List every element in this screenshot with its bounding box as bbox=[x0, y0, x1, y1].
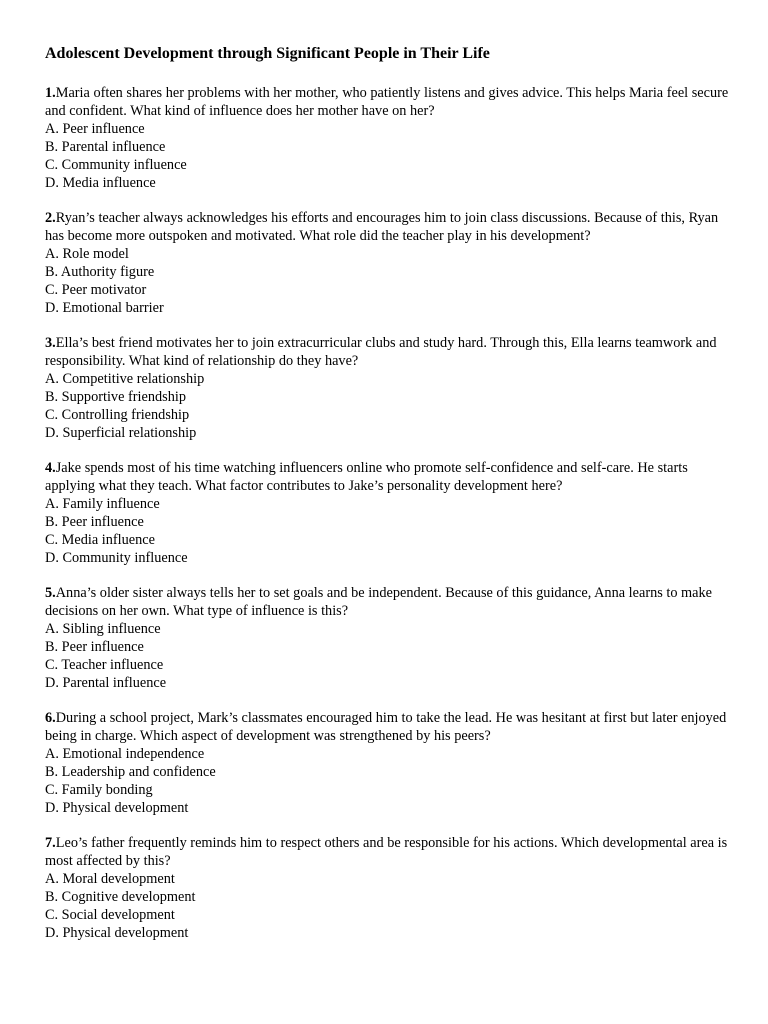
question-body: Jake spends most of his time watching influencers online who promote self-confidence and self-care. He starts applying what they teach. What factor contributes to Jake’s personality development here? bbox=[45, 460, 688, 494]
option-d: D. Superficial relationship bbox=[45, 425, 197, 441]
option-a: A. Peer influence bbox=[45, 121, 145, 137]
option-c: C. Teacher influence bbox=[45, 657, 164, 673]
question-body: Leo’s father frequently reminds him to respect others and be responsible for his actions. Which developmental area is most affected by this? bbox=[45, 835, 728, 869]
question-2 bbox=[45, 209, 730, 317]
option-b: B. Parental influence bbox=[45, 139, 166, 155]
question-text bbox=[45, 584, 730, 620]
question-7 bbox=[45, 834, 730, 942]
option-d: D. Community influence bbox=[45, 550, 188, 566]
option-d: D. Physical development bbox=[45, 925, 189, 941]
question-3 bbox=[45, 334, 730, 442]
option-b: B. Peer influence bbox=[45, 639, 144, 655]
option-c: C. Family bonding bbox=[45, 782, 153, 798]
option-a: A. Emotional independence bbox=[45, 746, 205, 762]
document-page bbox=[45, 44, 730, 959]
question-body: Anna’s older sister always tells her to set goals and be independent. Because of this guidance, Anna learns to make decisions on her own. What type of influence is this? bbox=[45, 585, 713, 619]
option-c: C. Peer motivator bbox=[45, 282, 147, 298]
question-body: Maria often shares her problems with her mother, who patiently listens and gives advice. This helps Maria feel secure and confident. What kind of influence does her mother have on her? bbox=[45, 85, 729, 119]
option-a: A. Family influence bbox=[45, 496, 160, 512]
question-text bbox=[45, 834, 730, 870]
option-d: D. Physical development bbox=[45, 800, 189, 816]
question-text bbox=[45, 459, 730, 495]
question-number: 4. bbox=[45, 460, 56, 476]
question-body: Ella’s best friend motivates her to join extracurricular clubs and study hard. Through this, Ella learns teamwork and responsibility. What kind of relationship do they have? bbox=[45, 335, 717, 369]
option-c: C. Media influence bbox=[45, 532, 155, 548]
question-number: 3. bbox=[45, 335, 56, 351]
option-a: A. Moral development bbox=[45, 871, 175, 887]
question-number: 5. bbox=[45, 585, 56, 601]
option-c: C. Social development bbox=[45, 907, 175, 923]
option-c: C. Community influence bbox=[45, 157, 187, 173]
question-number: 1. bbox=[45, 85, 56, 101]
option-b: B. Cognitive development bbox=[45, 889, 196, 905]
question-6 bbox=[45, 709, 730, 817]
option-b: B. Supportive friendship bbox=[45, 389, 186, 405]
question-number: 6. bbox=[45, 710, 56, 726]
option-d: D. Media influence bbox=[45, 175, 156, 191]
question-number: 7. bbox=[45, 835, 56, 851]
option-a: A. Role model bbox=[45, 246, 129, 262]
question-text bbox=[45, 334, 730, 370]
question-body: During a school project, Mark’s classmates encouraged him to take the lead. He was hesitant at first but later enjoyed being in charge. Which aspect of development was strengthened by his peers? bbox=[45, 710, 727, 744]
option-a: A. Competitive relationship bbox=[45, 371, 205, 387]
question-body: Ryan’s teacher always acknowledges his efforts and encourages him to join class discussions. Because of this, Ryan has become more outspoken and motivated. What role did the teacher play in his development? bbox=[45, 210, 719, 244]
option-b: B. Peer influence bbox=[45, 514, 144, 530]
question-number: 2. bbox=[45, 210, 56, 226]
question-5 bbox=[45, 584, 730, 692]
option-c: C. Controlling friendship bbox=[45, 407, 190, 423]
question-text bbox=[45, 84, 730, 120]
option-a: A. Sibling influence bbox=[45, 621, 161, 637]
question-text bbox=[45, 709, 730, 745]
question-text bbox=[45, 209, 730, 245]
option-b: B. Leadership and confidence bbox=[45, 764, 216, 780]
question-1 bbox=[45, 84, 730, 192]
option-d: D. Parental influence bbox=[45, 675, 167, 691]
option-d: D. Emotional barrier bbox=[45, 300, 164, 316]
page-title: Adolescent Development through Significant People in Their Life bbox=[45, 45, 490, 62]
question-4 bbox=[45, 459, 730, 567]
option-b: B. Authority figure bbox=[45, 264, 155, 280]
